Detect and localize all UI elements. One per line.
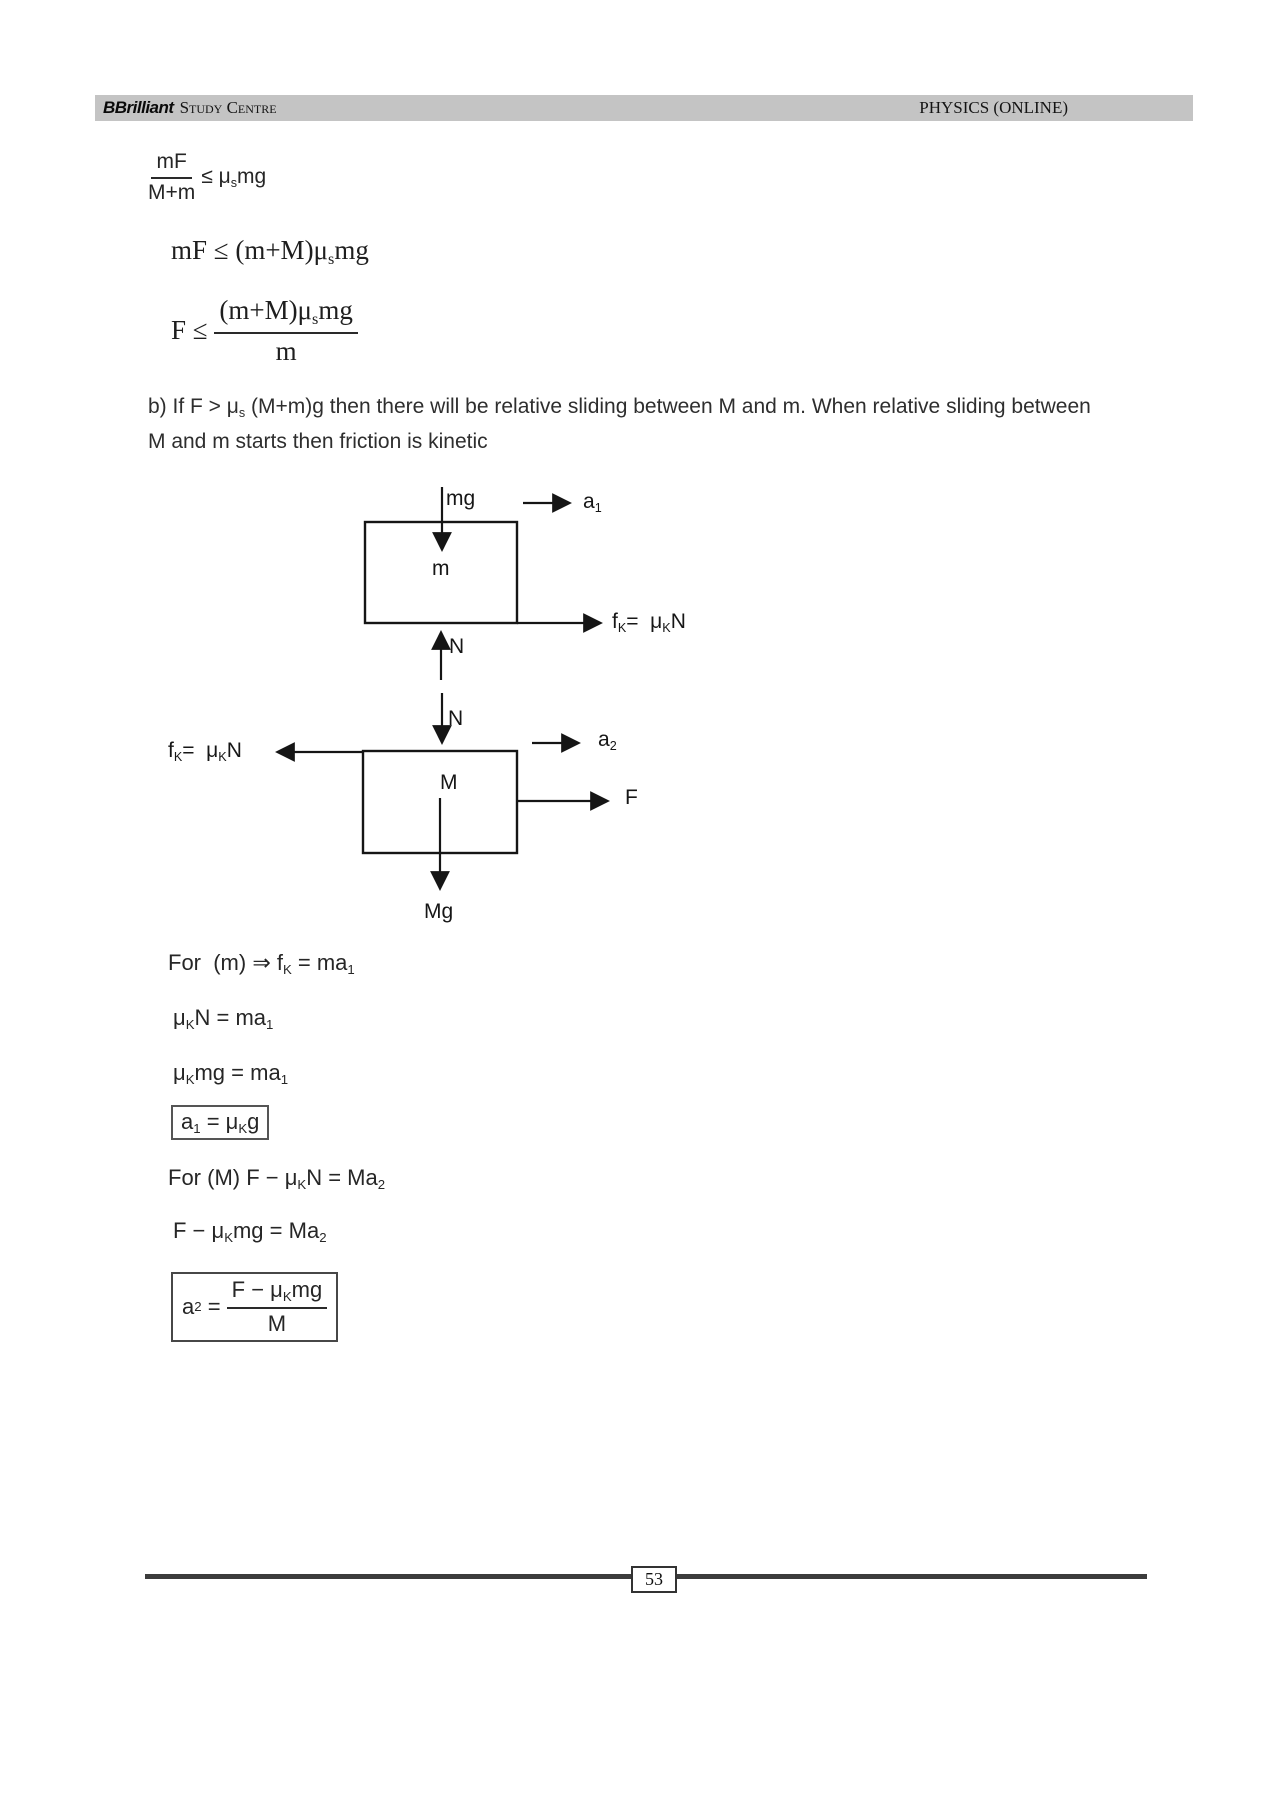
brand-subtitle: Study Centre [179,98,277,117]
math-token: mF ≤ (m+M)μ [171,235,329,265]
text-token: (M+m)g then there will be relative sliding between M and m. When relative sliding between [245,395,1091,418]
subscript: K [185,1016,195,1032]
math-token: a [598,728,610,751]
math-token: = μ [200,1109,239,1134]
friction-label-M [168,739,242,764]
subscript: K [238,1120,248,1136]
subscript: K [173,749,183,764]
boxed-result-a1 [171,1105,269,1140]
math-token: μ [173,1005,186,1030]
page-number-box [631,1566,677,1593]
math-token: (m+M)μ [219,295,313,325]
math-token: N = Ma [306,1165,378,1190]
subscript: 1 [280,1071,289,1087]
subscript: K [662,620,671,635]
fraction-denominator: m [275,335,297,366]
fraction-numerator [227,1277,328,1309]
math-token: mg [318,295,353,325]
math-token: f [612,610,618,633]
boxed-a1-content [181,1109,259,1136]
a1-label [583,490,602,515]
header-bar [95,95,1193,121]
friction-label-m [612,610,686,635]
subscript: s [312,309,319,328]
equation-1 [148,150,266,205]
text-token: M and m starts then friction is kinetic [148,430,488,453]
math-token: F − μ [173,1218,225,1243]
math-token: mg = Ma [232,1218,320,1243]
subscript: 1 [594,500,602,515]
math-token: mg [291,1277,323,1302]
header-subject-title: PHYSICS (ONLINE) [919,98,1068,117]
math-token: a [182,1293,195,1319]
fraction [227,1277,328,1337]
math-token: mg = ma [194,1060,281,1085]
mass-M-label: M [440,771,458,794]
math-token: mg [237,165,267,189]
math-token: N [226,739,242,762]
subscript: K [218,749,227,764]
fraction-denominator: M [267,1310,287,1336]
math-token: μ [173,1060,186,1085]
free-body-diagram [150,410,710,950]
subscript: s [238,405,246,420]
equation-F-mu-mg [173,1218,327,1245]
equation-for-M [168,1165,385,1192]
math-token: a [583,490,595,513]
math-token: = μ [626,610,663,633]
subscript: 2 [319,1229,327,1245]
subscript: K [282,1288,292,1304]
math-token: = μ [182,739,219,762]
subscript: K [282,961,292,977]
math-token: F ≤ [171,315,215,346]
math-token: F − μ [231,1277,283,1302]
equation-3 [171,295,358,367]
page-number: 53 [645,1569,663,1589]
math-token: = ma [291,950,348,975]
math-token: f [168,739,174,762]
fraction-numerator: mF [151,150,191,179]
math-token: a [181,1109,194,1134]
equation-mu-k-N [173,1005,273,1032]
fraction [148,150,195,205]
a2-label [598,728,617,753]
brand [103,98,277,118]
brand-logo: BBrilliant [103,98,174,117]
subscript: 1 [266,1016,274,1032]
text-token: b) If F > μ [148,395,239,418]
equation-mu-k-mg [173,1060,288,1087]
subscript: 2 [194,1299,202,1315]
fraction-denominator: M+m [148,181,196,204]
subscript: 2 [609,738,617,753]
mg-label: mg [446,487,476,510]
mass-m-label: m [432,557,450,580]
fraction [214,295,358,367]
subscript: 1 [193,1120,201,1136]
fraction-numerator [214,295,358,334]
equation-2 [171,235,369,269]
boxed-result-a2 [171,1272,338,1342]
subscript: 1 [347,961,355,977]
subscript: 2 [377,1176,386,1192]
math-token: mg [334,235,369,265]
subscript: K [297,1176,307,1192]
equation-for-m [168,950,355,977]
subscript: K [185,1071,195,1087]
subscript: K [224,1229,233,1245]
subscript: s [328,249,335,268]
subscript: s [230,175,238,190]
math-token: For (M) F − μ [168,1165,298,1190]
math-token: g [247,1109,260,1134]
math-token: For (m) ⇒ f [168,950,283,975]
equation-rhs [201,165,266,190]
force-F-label: F [625,786,638,809]
subscript: K [617,620,627,635]
Mg-label: Mg [424,900,454,923]
math-token: N = ma [194,1005,267,1030]
math-token: N [670,610,686,633]
math-token: ≤ μ [201,165,231,189]
math-token: = [201,1293,227,1319]
normal-label-2: N [448,707,464,730]
normal-label-1: N [449,635,465,658]
